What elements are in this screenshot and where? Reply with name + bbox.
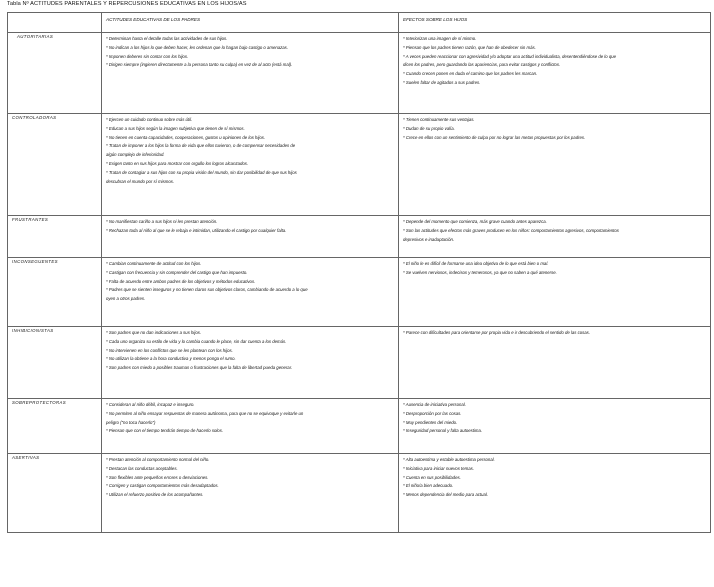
- list-item: * Son padres con miedo a posibles traumas o frustraciones que la falta de libertad pueda generar.: [106, 365, 293, 371]
- category-cell: FRUSTRANTES: [8, 216, 102, 258]
- attitudes-cell: [102, 454, 399, 533]
- effects-cell: [399, 399, 711, 454]
- category-cell: SOBREPROTECTORAS: [8, 399, 102, 454]
- list-item: * Muy pendientes del miedo.: [403, 419, 458, 425]
- list-item: * Falta de acuerdo entre ambos padres de los objetivos y métodos educativos.: [106, 278, 256, 284]
- list-item: * Tratan de imponer a los hijos la forma de vida que ellos tuvieron, o de compensar necesidades de: [106, 143, 296, 149]
- effects-cell: [399, 454, 711, 533]
- list-item: * Ejercen un cuidado continuo sobre más útil.: [106, 117, 193, 122]
- list-item: * Cuando crecen ponen en duda el camino que los padres les marcan.: [403, 71, 538, 77]
- list-item: * No permiten al niño ensayar respuestas de manera autónoma, para que no se equivoque y evitarle un: [106, 410, 304, 416]
- table-row: [8, 454, 711, 533]
- effects-cell: [399, 258, 711, 327]
- table-row: [8, 258, 711, 327]
- category-cell: ASERTIVAS: [8, 454, 102, 533]
- list-item: * No intervienen en los conflictos que se les plantean con los hijos.: [106, 347, 233, 353]
- list-item: * Se vuelven nerviosos, indecisos y temerosos, ya que no saben a qué atenerse.: [403, 269, 557, 275]
- attitudes-cell: [102, 33, 399, 114]
- table-header-row: [8, 13, 711, 33]
- list-item: * Desproporción por las cosas.: [403, 410, 462, 416]
- list-item: * Dudan de su propio valía.: [403, 125, 455, 131]
- effects-cell: [399, 33, 711, 114]
- list-item: * No manifiestan cariño a sus hijos ni les prestan atención.: [106, 219, 218, 224]
- list-item: * Piensan que con el tiempo tendrán tiempo de hacerlo solos.: [106, 428, 224, 434]
- attitudes-list: [106, 329, 394, 370]
- list-item: * Cuenta en sus posibilidades.: [403, 474, 461, 480]
- list-item: * Tienen continuamente sus ventajas.: [403, 117, 475, 122]
- effects-list: [403, 456, 706, 497]
- list-item: descubran el mundo por sí mismos.: [106, 178, 175, 184]
- list-item: * Parece con dificultades para orientarse por propia vida e ir descubriendo el sentido de las cosas.: [403, 330, 591, 335]
- list-item: * Piensan que los padres tienen razón, que han de obedecer sin más.: [403, 44, 536, 50]
- list-item: oyen a otros padres.: [106, 296, 146, 302]
- list-item: * Iniciativa para iniciar nuevos temas.: [403, 465, 474, 471]
- list-item: * A veces pueden reaccionar con agresividad y/o adoptar una actitud individualista, desentendiéndose de lo que: [403, 53, 616, 59]
- attitudes-cell: [102, 216, 399, 258]
- table-body: [8, 33, 711, 533]
- list-item: depresivos e inadaptación.: [403, 236, 455, 242]
- list-item: * Prestan atención al comportamiento normal del niño.: [106, 457, 210, 462]
- table-row: [8, 114, 711, 216]
- category-cell: INCONSEGUENTES: [8, 258, 102, 327]
- list-item: * El niño le es difícil de formarse una idea objetiva de lo que está bien o mal.: [403, 261, 549, 266]
- list-item: * No tienen en cuenta capacidades, cooperaciones, gustos u opiniones de los hijos.: [106, 134, 266, 140]
- list-item: * Imponen deberes sin contar con los hijos.: [106, 53, 189, 59]
- table-row: [8, 216, 711, 258]
- list-item: * Crece en ellos con un sentimiento de culpa por no lograr las metas propuestas por los padres.: [403, 134, 586, 140]
- list-item: * Rechazan toda al niño al que se le rebaja e intimidan, utilizando el castigo por cualquier falta.: [106, 227, 287, 233]
- table-row: [8, 33, 711, 114]
- category-cell: CONTROLADORAS: [8, 114, 102, 216]
- list-item: * No indican a los hijos lo que deben hacer, les ordenan que lo hagan bajo castigo o amenazas.: [106, 44, 289, 50]
- effects-list: [403, 116, 706, 140]
- list-item: * El niño/a bien adecuado.: [403, 483, 454, 489]
- category-cell: INHIBICIONISTAS: [8, 327, 102, 399]
- list-item: * Alta autoestima y estable autoestima personal.: [403, 457, 495, 462]
- header-effects: EFECTOS SOBRE LOS HIJOS: [399, 13, 711, 33]
- attitudes-list: [106, 260, 394, 301]
- effects-cell: [399, 327, 711, 399]
- list-item: * Depende del momento que comienza, más grave cuando antes aparezca.: [403, 219, 547, 224]
- list-item: * Cambian continuamente de actitud con los hijos.: [106, 261, 202, 266]
- effects-list: [403, 260, 706, 275]
- list-item: * Corrigen y castigan comportamientos más desadaptados.: [106, 483, 219, 489]
- list-item: * No utilizan la obtiene a la hora conductiva y menos ponga el rumo.: [106, 356, 236, 362]
- list-item: * Educan a sus hijos según la imagen subjetiva que tienen de sí mismos.: [106, 125, 245, 131]
- list-item: * Tratan de contagiar a sus hijos con su propia visión del mundo, sin dar posibilidad de que sus hijos: [106, 169, 297, 175]
- list-item: * Son flexibles ante pequeños errores o desviaciones.: [106, 474, 209, 480]
- list-item: * Utilizan el refuerzo positivo de los acompañantes.: [106, 492, 204, 498]
- list-item: * Padres que se sienten inseguros y no tienen claros sus objetivos claros, cambiando de acuerdo a lo que: [106, 287, 308, 293]
- attitudes-cell: [102, 327, 399, 399]
- list-item: * Exigen tanto en sus hijos para mostrar con orgullo los logros alcanzados.: [106, 160, 249, 166]
- attitudes-cell: [102, 399, 399, 454]
- effects-list: [403, 329, 706, 335]
- effects-cell: [399, 216, 711, 258]
- parental-attitudes-table: [7, 12, 711, 533]
- table-caption: Tabla Nº ACTITUDES PARENTALES Y REPERCUSIONES EDUCATIVAS EN LOS HIJOS/AS: [7, 1, 247, 7]
- list-item: * Menos dependencia del medio para actual.: [403, 492, 489, 498]
- list-item: * Interiorizan una imagen de sí mismo.: [403, 36, 477, 41]
- effects-cell: [399, 114, 711, 216]
- effects-list: [403, 35, 706, 85]
- attitudes-cell: [102, 258, 399, 327]
- attitudes-list: [106, 456, 394, 497]
- table-row: [8, 399, 711, 454]
- list-item: * Dirigen siempre (ingieren directamente a la persona tanto su culpa) en vez de al acto (está mal).: [106, 62, 293, 68]
- list-item: peligro ("no toca hacerlo"): [106, 419, 156, 425]
- list-item: algún complejo de inferioridad.: [106, 152, 165, 158]
- effects-list: [403, 218, 706, 242]
- attitudes-list: [106, 35, 394, 68]
- attitudes-list: [106, 218, 394, 233]
- table-row: [8, 327, 711, 399]
- list-item: dicen los padres, pero guardando las apariencias, para evitar castigos y conflictos.: [403, 62, 561, 68]
- list-item: * Castigan con frecuencia y sin comprender del castigo que han impuesto.: [106, 269, 248, 275]
- header-blank: [8, 13, 102, 33]
- attitudes-list: [106, 401, 394, 434]
- attitudes-cell: [102, 114, 399, 216]
- effects-list: [403, 401, 706, 434]
- list-item: * Son las actitudes que efectos más graves producen en los niños: comportamientos agresivos, comportamientos: [403, 227, 619, 233]
- list-item: * Son padres que no dan indicaciones a sus hijos.: [106, 330, 202, 335]
- category-cell: AUTORITARIAS: [8, 33, 102, 114]
- list-item: * Determinan hasta el detalle todas las actividades de sus hijos.: [106, 36, 228, 41]
- header-attitudes: ACTITUDES EDUCATIVAS DE LOS PADRES: [102, 13, 399, 33]
- list-item: * Cada uno organiza su estilo de vida y lo cambia cuando le place, sin dar cuenta a los demás.: [106, 338, 287, 344]
- list-item: * Inseguridad personal y falta autoestima.: [403, 428, 483, 434]
- list-item: * Consideran al niño débil, incapaz e inseguro.: [106, 402, 195, 407]
- attitudes-list: [106, 116, 394, 184]
- list-item: * Destacan las conductas aceptables.: [106, 465, 178, 471]
- list-item: * Ausencia de iniciativa personal.: [403, 402, 466, 407]
- list-item: * Suelen faltar de agitados a sus padres.: [403, 79, 481, 85]
